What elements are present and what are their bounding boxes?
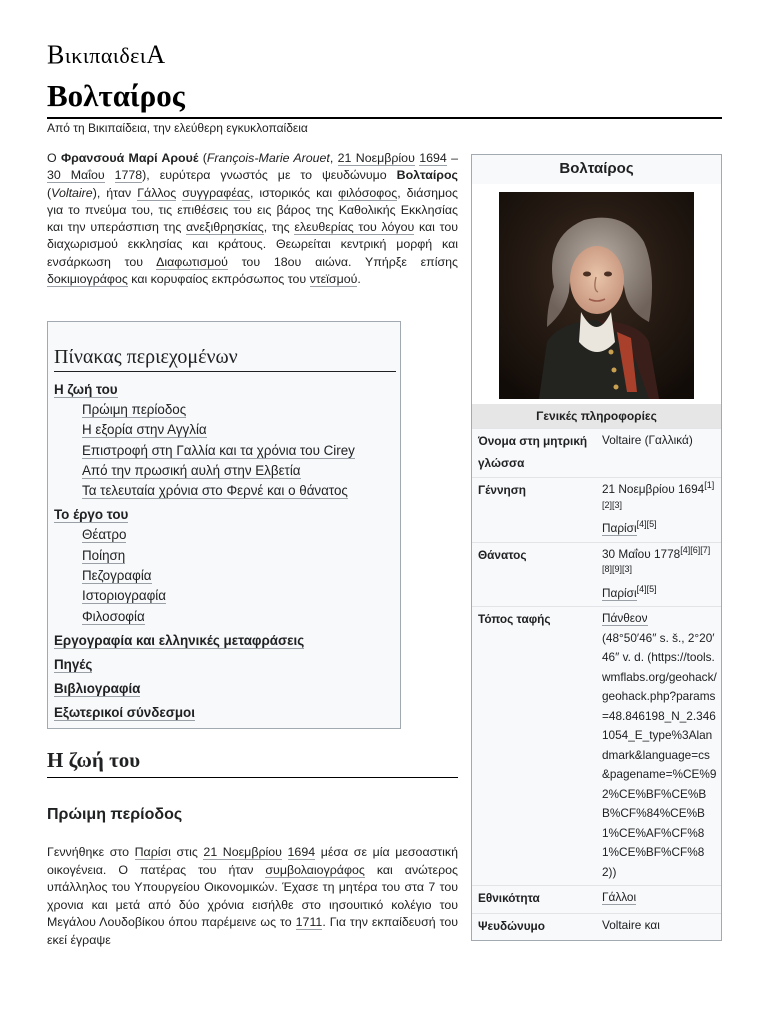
link-year[interactable]: 1694 — [287, 845, 316, 859]
link-freedom-of-speech[interactable]: ελευθερίας του λόγου — [294, 220, 415, 235]
portrait-frame — [472, 185, 721, 404]
table-of-contents — [47, 321, 401, 729]
toc-subitem[interactable]: Φιλοσοφία — [82, 608, 145, 624]
link-pantheon[interactable]: Πάνθεον — [602, 611, 648, 625]
toc-item-bibliography-translations[interactable]: Εργογραφία και ελληνικές μεταφράσεις — [54, 632, 305, 648]
infobox-row-burial — [472, 606, 721, 885]
infobox-section-header: Γενικές πληροφορίες — [472, 404, 721, 428]
section-heading-life: Η ζωή του — [47, 748, 141, 772]
link-paris[interactable]: Παρίσι — [134, 845, 171, 859]
link-philosopher[interactable]: φιλόσοφος — [338, 185, 398, 200]
link-1711[interactable]: 1711 — [295, 915, 323, 930]
portrait-image[interactable] — [499, 192, 694, 399]
infobox-value: Voltaire (Γαλλικά) — [602, 433, 693, 447]
link-enlightenment[interactable]: Διαφωτισμού — [156, 254, 228, 269]
early-life-paragraph: Γεννήθηκε στο Παρίσι στις 21 Νοεμβρίου 1694 μέσα σε μία μεσοαστική οικογένεια. Ο πατέρας του ήταν συμβολαιογράφος και ανώτερος υπάλληλος του Υπουργείου Οικονομικών. Έχασε τη μητέρα του στα 7 του χρονια και μετά από δύο χρόνια εισήλθε στο ιησουιτικό κολέγιο του Μεγάλου Λουδοβίκου όπου παρέμεινε ως το 1711. Για την εκπαίδευσή του εκεί έγραψε — [47, 845, 458, 947]
title-divider — [47, 117, 722, 119]
lead-paragraph: Ο Φρανσουά Μαρί Αρουέ (François-Marie Arouet, 21 Νοεμβρίου 1694 – 30 Μαΐου 1778), ευρύτερα γνωστός με το ψευδώνυμο Βολταίρος (Voltaire), ήταν Γάλλος συγγραφέας, ιστορικός και φιλόσοφος, διάσημος για το πνεύμα του, τις επιθέσεις του εις βάρος της Καθολικής Εκκλησίας και την υπεράσπιση της ανεξιθρησκίας, της ελευθερίας του λόγου και του διαχωρισμού εκκλησίας και κράτους. Θεωρείται κεντρική μορφή και ενσάρκωση του Διαφωτισμού του 18ου αιώνα. Υπήρξε επίσης δοκιμιογράφος και κορυφαίος εκπρόσωπος του ντεϊσμού. — [47, 151, 458, 287]
infobox-value: 21 Νοεμβρίου 1694[1][2][3] Παρίσι[4][5] — [602, 480, 715, 535]
page-tagline: Από τη Βικιπαίδεια, την ελεύθερη εγκυκλοπαίδεια — [47, 121, 308, 135]
link-birth-place[interactable]: Παρίσι — [602, 521, 637, 535]
infobox-row-pseudonym — [472, 913, 721, 941]
infobox-value — [596, 607, 721, 885]
citation-refs[interactable]: [1][2][3] — [602, 480, 715, 510]
citation-refs[interactable]: [4][5] — [636, 519, 657, 530]
infobox-label: Ψευδώνυμο — [478, 918, 545, 933]
toc-item-bibliography[interactable]: Βιβλιογραφία — [54, 680, 141, 696]
toc-item-external-links[interactable]: Εξωτερικοί σύνδεσμοι — [54, 704, 195, 720]
infobox-label: Θάνατος — [478, 547, 527, 562]
link-birth-date[interactable]: 21 Νοεμβρίου — [337, 151, 415, 165]
toc-subitem[interactable]: Ποίηση — [82, 547, 126, 563]
link-date[interactable]: 21 Νοεμβρίου — [203, 845, 282, 859]
link-french[interactable]: Γάλλος — [137, 185, 177, 200]
infobox-value: 30 Μαΐου 1778[4][6][7][8][9][3] Παρίσι[4][5] — [602, 544, 711, 600]
citation-refs[interactable]: [4][6][7][8][9][3] — [602, 544, 711, 575]
infobox-row-birth — [472, 477, 721, 542]
toc-item-life[interactable]: Η ζωή του — [54, 382, 118, 397]
toc-title: Πίνακας περιεχομένων — [54, 346, 396, 372]
toc-subitem[interactable]: Επιστροφή στη Γαλλία και τα χρόνια του Cirey — [82, 442, 355, 458]
section-divider — [47, 777, 458, 778]
burial-coordinates[interactable]: (48°50′46″ s. š., 2°20′46″ v. d. (https://tools.wmflabs.org/geohack/geohack.php?params=48.846198_N_2.3461054_E_type%3Alandmark&language=cs&pagename=%CE%92%CE%BF%CE%BB%CF%84%CE%B1%CE%AF%CF%81%CE%BF%CF%82)) — [602, 630, 717, 879]
infobox-label: Γέννηση — [478, 483, 527, 497]
subsection-heading-early-period: Πρώιμη περίοδος — [47, 806, 183, 823]
toc-subitem[interactable]: Πρώιμη περίοδος — [82, 402, 187, 417]
toc-subitem[interactable]: Ιστοριογραφία — [82, 588, 167, 604]
infobox-row-nationality — [472, 885, 721, 913]
infobox-row-death — [472, 542, 721, 607]
link-death-date[interactable]: 30 Μαΐου — [47, 168, 105, 183]
link-death-year[interactable]: 1778 — [114, 168, 143, 183]
infobox-title: Βολταίρος — [472, 155, 721, 185]
toc-subitem[interactable]: Πεζογραφία — [82, 568, 152, 584]
infobox-label: Εθνικότητα — [478, 891, 540, 905]
link-writer[interactable]: συγγραφέας — [182, 185, 250, 200]
link-death-place[interactable]: Παρίσι — [602, 585, 637, 600]
infobox-label: Τόπος ταφής — [478, 612, 551, 626]
page-title: Βολταίρος — [47, 78, 185, 113]
infobox — [471, 154, 722, 941]
infobox-label: Όνομα στη μητρική γλώσσα — [478, 434, 588, 470]
link-deism[interactable]: ντεϊσμού — [309, 272, 358, 287]
link-birth-year[interactable]: 1694 — [419, 151, 447, 165]
infobox-value — [596, 886, 721, 913]
link-essayist[interactable]: δοκιμιογράφος — [47, 272, 128, 287]
toc-list — [54, 380, 394, 723]
infobox-row-native-name — [472, 428, 721, 477]
toc-item-sources[interactable]: Πηγές — [54, 656, 93, 672]
toc-subitem[interactable]: Η εξορία στην Αγγλία — [82, 422, 207, 438]
citation-refs[interactable]: [4][5] — [636, 583, 657, 594]
infobox-value: Voltaire και — [602, 917, 660, 932]
toc-subitem[interactable]: Θέατρο — [82, 527, 127, 543]
site-logo[interactable]: ΒικιπαιδειΑ — [47, 40, 166, 69]
link-notary[interactable]: συμβολαιογράφος — [265, 862, 365, 877]
link-tolerance[interactable]: ανεξιθρησκίας — [186, 220, 264, 235]
toc-subitem[interactable]: Τα τελευταία χρόνια στο Φερνέ και ο θάνατος — [82, 483, 348, 499]
toc-subitem[interactable]: Από την πρωσική αυλή στην Ελβετία — [82, 462, 301, 478]
link-nationality[interactable]: Γάλλοι — [602, 890, 637, 904]
toc-item-works[interactable]: Το έργο του — [54, 507, 129, 523]
